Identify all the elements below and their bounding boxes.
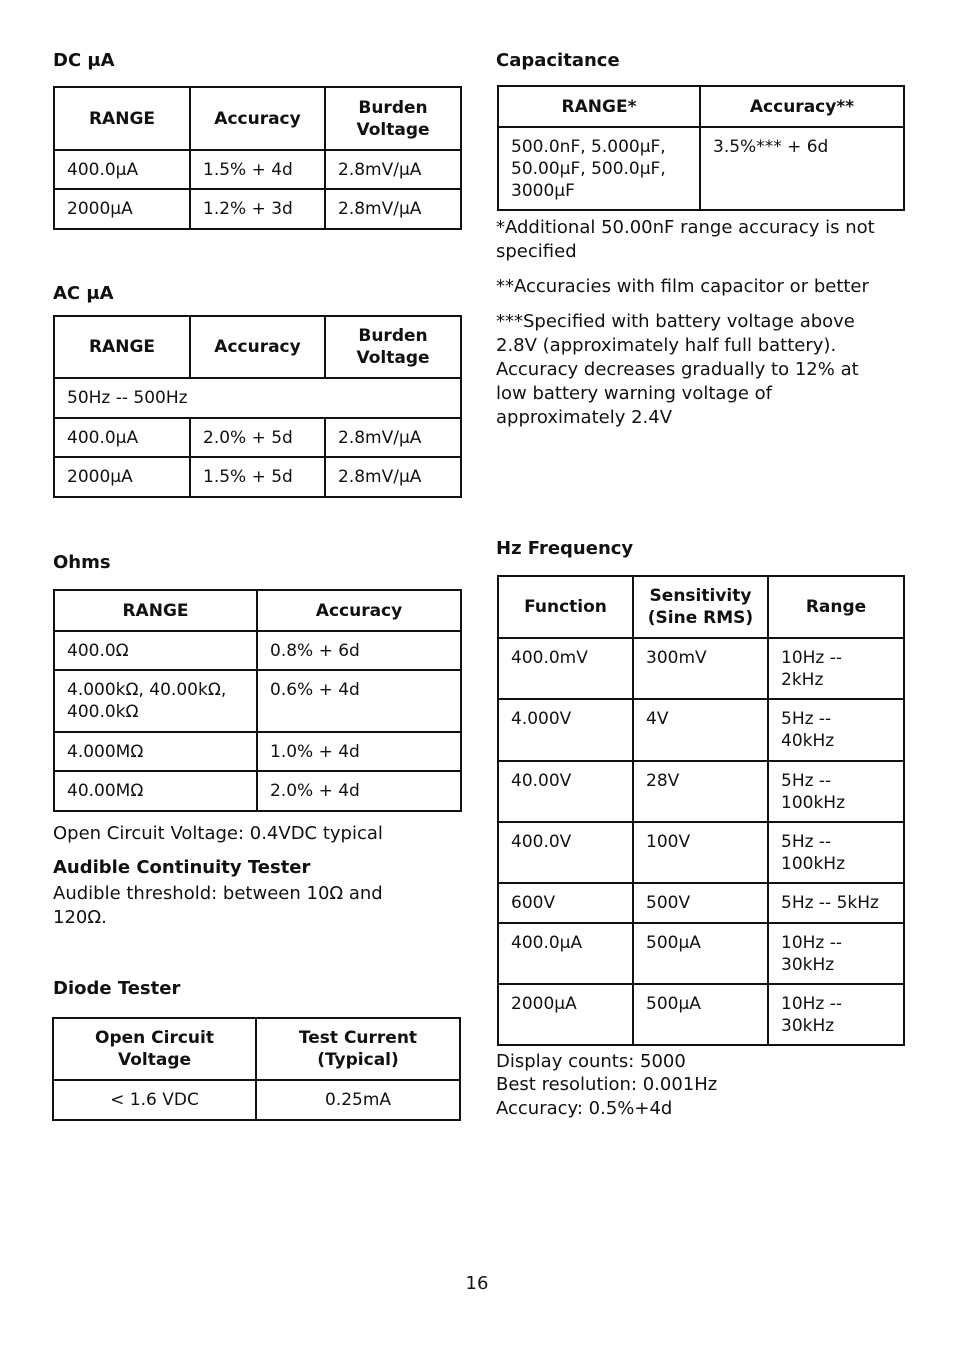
table-cell: 2.0% + 4d bbox=[257, 771, 461, 811]
ohms-title: Ohms bbox=[53, 552, 111, 573]
table-cell: 0.25mA bbox=[256, 1080, 460, 1120]
table-cell: 4.000V bbox=[498, 699, 633, 761]
table-cell: 1.2% + 3d bbox=[190, 189, 325, 229]
table-cell: 400.0μA bbox=[54, 150, 190, 189]
page-number: 16 bbox=[465, 1273, 489, 1294]
diode-table bbox=[52, 1017, 461, 1121]
hz-frequency-table bbox=[497, 575, 905, 1046]
table-cell: 3.5%*** + 6d bbox=[700, 127, 904, 210]
table-cell: 5Hz -- 5kHz bbox=[768, 883, 904, 923]
table-header: Burden Voltage bbox=[325, 87, 461, 150]
table-header: Burden Voltage bbox=[325, 316, 461, 378]
table-cell: 600V bbox=[498, 883, 633, 923]
table-cell: 1.5% + 4d bbox=[190, 150, 325, 189]
capacitance-note-3: ***Specified with battery voltage above 2.8V (approximately half full battery). Accuracy decreases gradually to 12% at low battery warning voltage of approximately 2.4V bbox=[496, 311, 859, 428]
table-cell: 28V bbox=[633, 761, 768, 822]
table-cell: 40.00MΩ bbox=[54, 771, 257, 811]
frequency-band-cell: 50Hz -- 500Hz bbox=[54, 378, 461, 418]
table-cell: 400.0μA bbox=[498, 923, 633, 984]
table-cell: 500V bbox=[633, 883, 768, 923]
ohms-note: Open Circuit Voltage: 0.4VDC typical bbox=[53, 823, 383, 844]
table-cell: 400.0mV bbox=[498, 638, 633, 699]
table-cell: 400.0Ω bbox=[54, 631, 257, 670]
table-cell: 2000μA bbox=[54, 189, 190, 229]
dc-ua-table bbox=[53, 86, 462, 230]
table-cell: 4.000kΩ, 40.00kΩ, 400.0kΩ bbox=[54, 670, 257, 732]
table-header: Test Current (Typical) bbox=[256, 1018, 460, 1080]
hz-frequency-title: Hz Frequency bbox=[496, 538, 634, 559]
table-header: Sensitivity (Sine RMS) bbox=[633, 576, 768, 638]
table-header: Function bbox=[498, 576, 633, 638]
capacitance-note-1: *Additional 50.00nF range accuracy is not specified bbox=[496, 217, 875, 262]
table-header: RANGE bbox=[54, 590, 257, 631]
table-cell: 2.8mV/μA bbox=[325, 457, 461, 497]
table-cell: 4.000MΩ bbox=[54, 732, 257, 771]
table-cell: 10Hz -- 2kHz bbox=[768, 638, 904, 699]
table-cell: < 1.6 VDC bbox=[53, 1080, 256, 1120]
table-cell: 500μA bbox=[633, 984, 768, 1045]
table-cell: 400.0V bbox=[498, 822, 633, 883]
table-cell: 2.8mV/μA bbox=[325, 189, 461, 229]
table-header: Accuracy** bbox=[700, 86, 904, 127]
table-cell: 500μA bbox=[633, 923, 768, 984]
table-cell: 5Hz -- 100kHz bbox=[768, 822, 904, 883]
table-header: Range bbox=[768, 576, 904, 638]
table-cell: 100V bbox=[633, 822, 768, 883]
table-cell: 5Hz -- 100kHz bbox=[768, 761, 904, 822]
capacitance-note-2: **Accuracies with film capacitor or better bbox=[496, 276, 869, 297]
hz-note-1: Display counts: 5000 bbox=[496, 1051, 686, 1072]
table-cell: 2.8mV/μA bbox=[325, 418, 461, 457]
hz-note-2: Best resolution: 0.001Hz bbox=[496, 1074, 718, 1095]
table-header: RANGE* bbox=[498, 86, 700, 127]
capacitance-table bbox=[497, 85, 905, 211]
ac-ua-title: AC μA bbox=[53, 283, 114, 304]
table-header: Accuracy bbox=[257, 590, 461, 631]
table-cell: 2000μA bbox=[54, 457, 190, 497]
table-header: RANGE bbox=[54, 316, 190, 378]
table-cell: 0.6% + 4d bbox=[257, 670, 461, 732]
table-cell: 4V bbox=[633, 699, 768, 761]
continuity-text: Audible threshold: between 10Ω and 120Ω. bbox=[53, 883, 383, 928]
table-cell: 40.00V bbox=[498, 761, 633, 822]
ac-ua-table bbox=[53, 315, 462, 498]
table-cell: 2.8mV/μA bbox=[325, 150, 461, 189]
table-cell: 300mV bbox=[633, 638, 768, 699]
table-header: Accuracy bbox=[190, 87, 325, 150]
table-cell: 2000μA bbox=[498, 984, 633, 1045]
table-cell: 500.0nF, 5.000μF, 50.00μF, 500.0μF, 3000μF bbox=[498, 127, 700, 210]
table-cell: 2.0% + 5d bbox=[190, 418, 325, 457]
continuity-title: Audible Continuity Tester bbox=[53, 857, 311, 878]
diode-title: Diode Tester bbox=[53, 978, 181, 999]
table-cell: 10Hz -- 30kHz bbox=[768, 923, 904, 984]
table-cell: 0.8% + 6d bbox=[257, 631, 461, 670]
table-cell: 1.0% + 4d bbox=[257, 732, 461, 771]
table-cell: 1.5% + 5d bbox=[190, 457, 325, 497]
hz-note-3: Accuracy: 0.5%+4d bbox=[496, 1098, 673, 1119]
dc-ua-title: DC μA bbox=[53, 50, 115, 71]
ohms-table bbox=[53, 589, 462, 812]
table-header: Accuracy bbox=[190, 316, 325, 378]
table-header: Open Circuit Voltage bbox=[53, 1018, 256, 1080]
table-cell: 5Hz -- 40kHz bbox=[768, 699, 904, 761]
capacitance-title: Capacitance bbox=[496, 50, 620, 71]
table-cell: 400.0μA bbox=[54, 418, 190, 457]
table-cell: 10Hz -- 30kHz bbox=[768, 984, 904, 1045]
table-header: RANGE bbox=[54, 87, 190, 150]
